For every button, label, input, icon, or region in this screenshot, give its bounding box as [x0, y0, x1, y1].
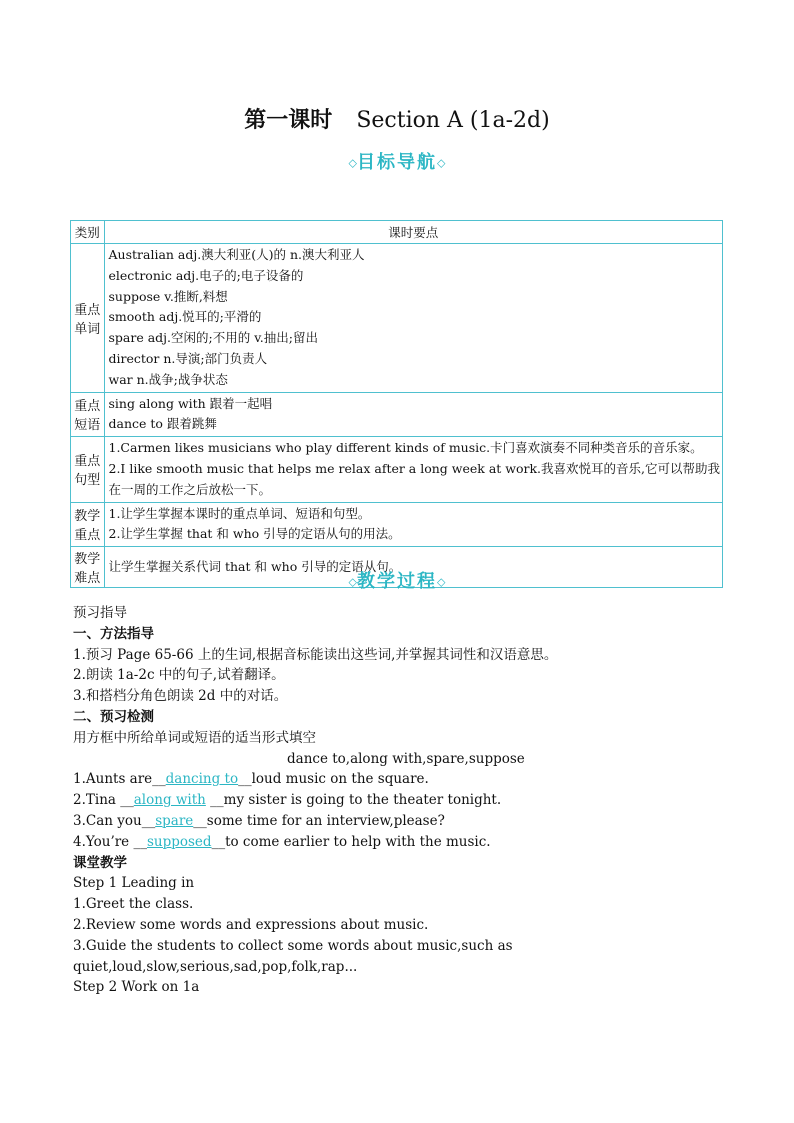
method-item: 3.和搭档分角色朗读 2d 中的对话。	[73, 688, 288, 705]
exercise-item	[73, 811, 733, 832]
row-category: 重点短语	[71, 392, 105, 437]
exercise-text: 2.Tina __	[73, 792, 134, 809]
exercise-answer: spare	[155, 812, 194, 829]
row-category: 重点单词	[71, 244, 105, 393]
exercise-answer: along with	[133, 792, 206, 809]
exercise-text: 1.Aunts are__	[73, 771, 166, 788]
table-row	[71, 502, 723, 547]
exercise-answer: supposed	[146, 833, 212, 850]
row-content	[104, 437, 723, 502]
step-line: Step 1 Leading in	[73, 875, 195, 892]
method-item: 2.朗读 1a-2c 中的句子,试着翻译。	[73, 667, 285, 684]
content-line: director n.导演;部门负责人	[108, 350, 268, 366]
step-line: 2.Review some words and expressions about music.	[73, 916, 429, 933]
content-line: 2.让学生掌握 that 和 who 引导的定语从句的用法。	[108, 526, 401, 542]
exercise-item	[73, 769, 733, 790]
diamond-icon: ◇	[348, 156, 357, 170]
body-text	[73, 603, 733, 998]
method-title: 一、方法指导	[73, 625, 154, 642]
word-box: dance to,along with,spare,suppose	[287, 750, 525, 767]
header-points: 课时要点	[104, 221, 723, 244]
exercise-text: 3.Can you__	[73, 812, 156, 829]
content-line: sing along with 跟着一起唱	[108, 395, 273, 411]
header-category: 类别	[71, 221, 105, 244]
table-header-row	[71, 221, 723, 244]
preview-title: 预习指导	[73, 605, 127, 621]
exercise-text: 4.You’re __	[73, 833, 147, 850]
step-line: quiet,loud,slow,serious,sad,pop,folk,rap...	[73, 958, 358, 975]
method-item: 1.预习 Page 65-66 上的生词,根据音标能读出这些词,并掌握其词性和汉语意思。	[73, 646, 558, 663]
title-english: Section A (1a-2d)	[356, 108, 550, 133]
step-line: 3.Guide the students to collect some words about music,such as	[73, 937, 513, 954]
row-content	[104, 502, 723, 547]
row-category: 教学难点	[71, 547, 105, 588]
diamond-icon: ◇	[348, 575, 357, 589]
content-line: war n.战争;战争状态	[108, 371, 228, 387]
exercise-text: __my sister is going to the theater tonight.	[205, 792, 502, 809]
content-line: smooth adj.悦耳的;平滑的	[108, 309, 262, 325]
check-instruction: 用方框中所给单词或短语的适当形式填空	[73, 729, 316, 746]
content-line: 2.I like smooth music that helps me relax after a long week at work.我喜欢悦耳的音乐,它可以帮助我	[108, 460, 720, 476]
diamond-icon: ◇	[437, 575, 446, 589]
goal-heading-text: 目标导航	[357, 152, 437, 173]
page-title	[0, 103, 794, 134]
check-title: 二、预习检测	[73, 708, 154, 725]
title-chinese: 第一课时	[244, 107, 333, 133]
exercise-text: __loud music on the square.	[238, 771, 429, 788]
content-line: 让学生掌握关系代词 that 和 who 引导的定语从句。	[108, 558, 402, 574]
lesson-summary-table	[70, 220, 723, 588]
diamond-icon: ◇	[437, 156, 446, 170]
content-line: electronic adj.电子的;电子设备的	[108, 267, 304, 283]
row-category: 教学重点	[71, 502, 105, 547]
step-line: 1.Greet the class.	[73, 896, 194, 913]
exercise-text: __some time for an interview,please?	[193, 812, 445, 829]
class-title: 课堂教学	[73, 854, 127, 871]
exercise-answer: dancing to	[165, 771, 239, 788]
exercise-item	[73, 790, 733, 811]
exercise-item	[73, 832, 733, 853]
exercise-text: __to come earlier to help with the music.	[211, 833, 491, 850]
process-heading-text: 教学过程	[357, 571, 437, 592]
content-line: suppose v.推断,料想	[108, 288, 228, 304]
content-line: 在一周的工作之后放松一下。	[108, 481, 272, 497]
table-row	[71, 392, 723, 437]
table-row	[71, 437, 723, 502]
row-content	[104, 244, 723, 393]
content-line: 1.Carmen likes musicians who play different kinds of music.卡门喜欢演奏不同种类音乐的音乐家。	[108, 440, 703, 456]
table-row	[71, 244, 723, 393]
process-heading	[0, 567, 794, 593]
content-line: dance to 跟着跳舞	[108, 416, 217, 432]
step-line: Step 2 Work on 1a	[73, 979, 200, 996]
content-line: spare adj.空闲的;不用的 v.抽出;留出	[108, 330, 318, 346]
content-line: Australian adj.澳大利亚(人)的 n.澳大利亚人	[108, 247, 365, 262]
row-content	[104, 392, 723, 437]
content-line: 1.让学生掌握本课时的重点单词、短语和句型。	[108, 505, 371, 521]
row-category: 重点句型	[71, 437, 105, 502]
goal-heading	[0, 148, 794, 174]
